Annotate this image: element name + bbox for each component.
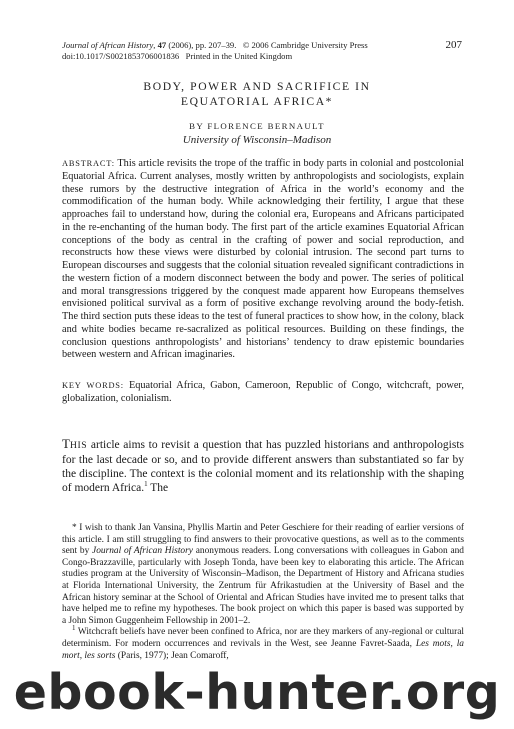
copyright-notice: © 2006 Cambridge University Press	[242, 40, 368, 50]
footnote-star	[62, 523, 464, 627]
footnote-ref-1[interactable]: 1	[144, 480, 148, 489]
doi: doi:10.1017/S0021853706001836	[62, 51, 180, 61]
keywords-label: KEY WORDS:	[62, 381, 124, 390]
page-number: 207	[445, 39, 462, 51]
body-text-tail: The	[150, 482, 169, 495]
footnote-star-journal: Journal of African History	[92, 546, 193, 557]
keywords-text: Equatorial Africa, Gabon, Cameroon, Republic of Congo, witchcraft, power, globalization, colonialism.	[62, 380, 464, 404]
printed-notice: Printed in the United Kingdom	[185, 51, 293, 61]
footnote-1-text-b: (Paris, 1977); Jean Comaroff,	[117, 650, 229, 661]
article-title-line-2: EQUATORIAL AFRICA*	[180, 95, 334, 108]
footnote-star-text-a: * I wish to thank Jan Vansina, Phyllis Martin and Peter Geschiere for their reading of earlier versions of this article. I am still struggling to find answers to their provocative questions, as well as to the comments sent by	[62, 523, 464, 557]
keywords	[62, 380, 464, 406]
body-paragraph	[62, 437, 464, 495]
watermark-banner	[0, 662, 514, 729]
running-header	[62, 40, 464, 62]
footnote-1-book: Les mots, la mort, les sorts	[62, 638, 464, 661]
watermark-text: ebook-hunter.org	[13, 664, 501, 721]
journal-volume: 47	[157, 40, 167, 50]
doi-line	[62, 51, 464, 62]
footnotes	[62, 523, 464, 662]
abstract	[62, 158, 464, 362]
footnote-1-text-a: Witchcraft beliefs have never been confined to Africa, nor are they markers of any-regional or cultural determinism. For modern occurrences and revivals in the West, see Jeanne Favret-Saada,	[62, 627, 464, 649]
lead-capital: T	[62, 436, 70, 451]
author-affiliation: University of Wisconsin–Madison	[182, 134, 332, 146]
abstract-text: This article revisits the trope of the traffic in body parts in colonial and postcolonial Equatorial Africa. Current analyses, mostly written by anthropologists and sociologists, explain these rumors by the destructive integration of Africa in the world’s economy and the commodification of the human body. While acknowledging their fertility, I argue that these approaches fail to understand how, during the colonial era, Europeans and Africans participated in the re-enchanting of the human body. The first part of the article examines Equatorial African conceptions of the body as central in the crafting of power and social reproduction, and reconstructs how these views were disturbed by colonial intrusion. The second part turns to European discourses and suggests that the colonial situation revealed significant contradictions in the western fiction of a modern disconnect between the body and power. The series of political and moral transgressions triggered by the conquest made apparent how Europeans themselves envisioned political survival as a form of positive exchange revolving around the body-fetish. The third section puts these ideas to the test of funeral practices to show how, in the colony, black and white bodies became re-sacralized as political resources. Building on these findings, the conclusion questions anthropologists’ and historians’ tendency to draw epistemic boundaries between western and African imaginaries.	[62, 158, 464, 361]
journal-issue-pages: (2006), pp. 207–39.	[168, 40, 237, 50]
author-byline: BY FLORENCE BERNAULT	[189, 121, 325, 131]
journal-name: Journal of African History	[62, 40, 154, 50]
footnote-star-text-b: anonymous readers. Long conversations with colleagues in Gabon and Congo-Brazzaville, particularly with Joseph Tonda, have been key to elaborating this article. The African studies program at the University of Wisconsin–Madison, the Department of History and Africana studies at Florida International University, the Zentrum für Afrikastudien at the University of Basel and the African history seminar at the School of Oriental and African Studies have invited me to present talks that have helped me to refine my hypotheses. The book project on which this paper is based was supported by a John Simon Guggenheim Fellowship in 2001–2.	[62, 546, 464, 626]
journal-citation-line: Journal of African History, 47 (2006), pp. 207–39. © 2006 Cambridge University Press	[62, 40, 368, 50]
article-title-line-1: BODY, POWER AND SACRIFICE IN	[143, 80, 371, 93]
footnote-1-marker: 1	[72, 624, 76, 633]
lead-small-caps: HIS	[69, 440, 88, 451]
abstract-label: ABSTRACT:	[62, 159, 115, 168]
footnote-1	[62, 624, 464, 662]
body-text: article aims to revisit a question that has puzzled historians and anthropologists for the last decade or so, and to provide different answers than substantiated so far by the discipline. The context is the colonial moment and its relationship with the shaping of modern Africa.	[62, 439, 465, 495]
